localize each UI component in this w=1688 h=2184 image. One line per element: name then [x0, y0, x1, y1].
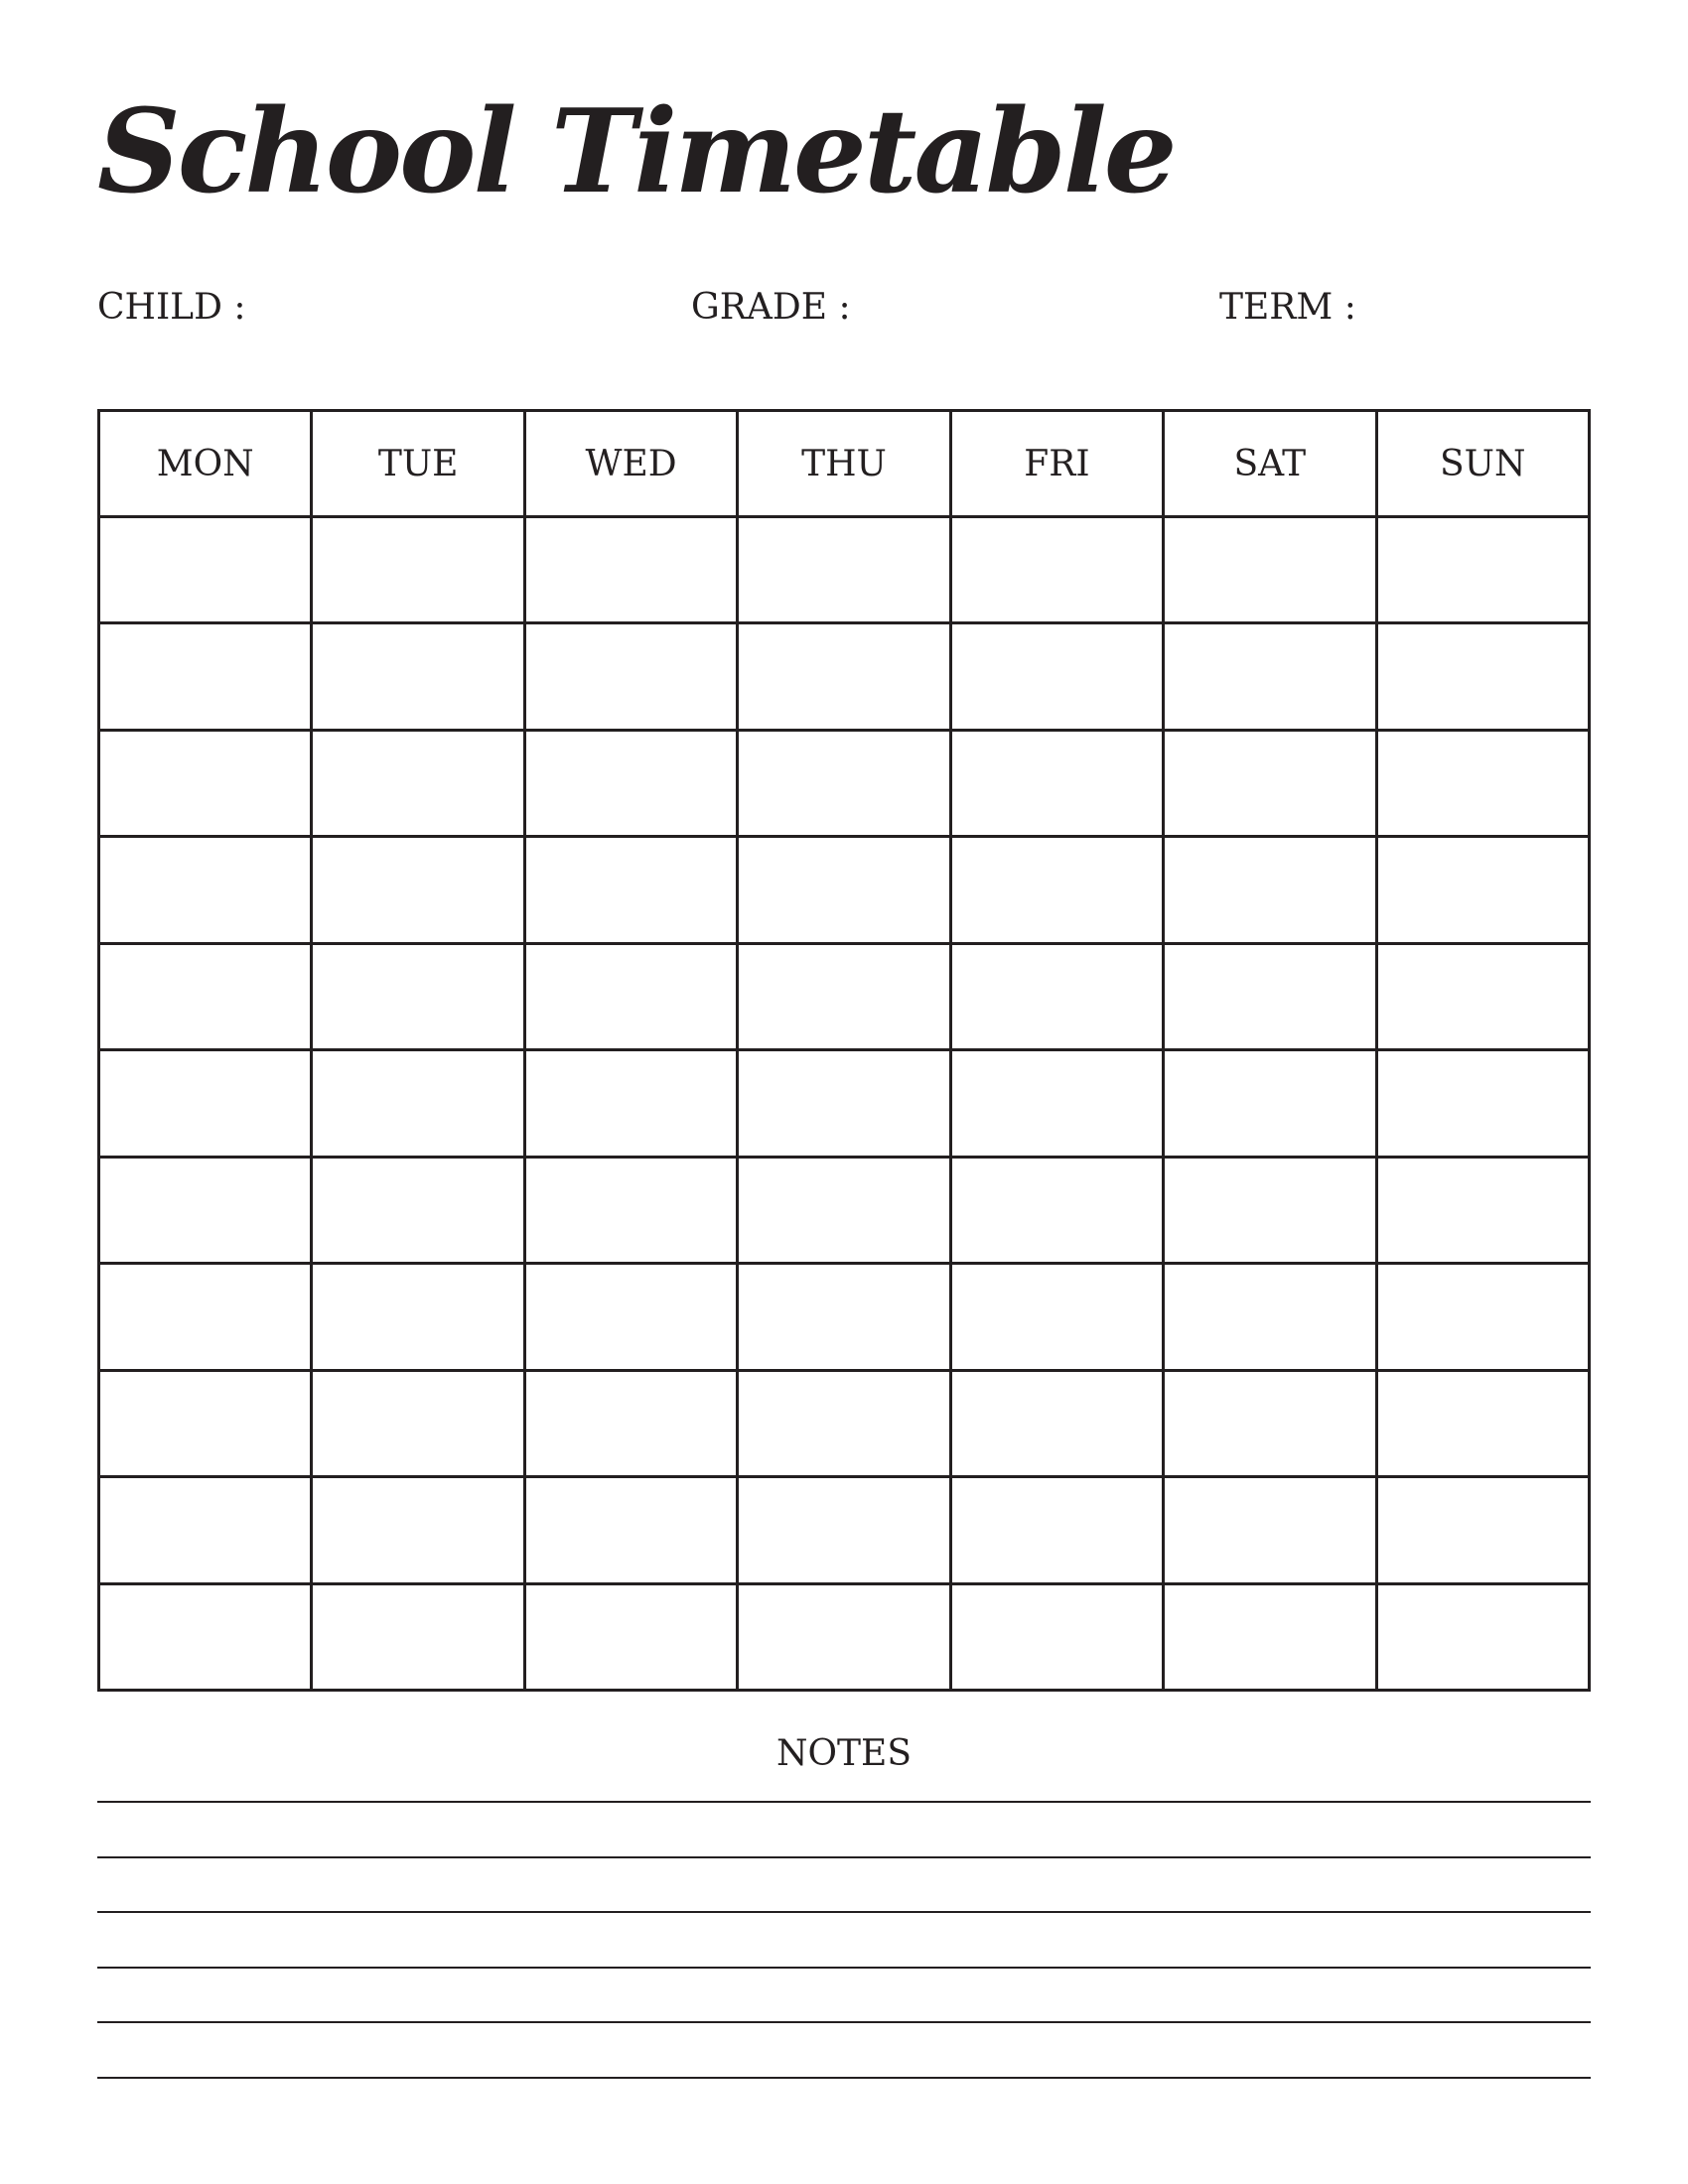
timetable-cell-sat[interactable] — [1164, 517, 1376, 623]
timetable-cell-sun[interactable] — [1376, 1264, 1589, 1370]
timetable-cell-sat[interactable] — [1164, 837, 1376, 943]
timetable-cell-thu[interactable] — [738, 623, 950, 730]
timetable-cell-mon[interactable] — [99, 1050, 312, 1157]
day-header-mon: MON — [99, 411, 312, 517]
timetable-cell-tue[interactable] — [312, 623, 524, 730]
header-row — [99, 411, 1590, 517]
timetable-row — [99, 1050, 1590, 1157]
timetable-cell-wed[interactable] — [524, 623, 737, 730]
timetable-cell-fri[interactable] — [950, 1370, 1163, 1476]
timetable-cell-fri[interactable] — [950, 517, 1163, 623]
timetable-cell-sun[interactable] — [1376, 837, 1589, 943]
timetable-cell-sat[interactable] — [1164, 1477, 1376, 1583]
timetable-cell-tue[interactable] — [312, 1157, 524, 1263]
timetable-cell-mon[interactable] — [99, 517, 312, 623]
timetable-cell-tue[interactable] — [312, 837, 524, 943]
timetable-cell-mon[interactable] — [99, 623, 312, 730]
timetable-row — [99, 1477, 1590, 1583]
timetable-cell-fri[interactable] — [950, 1157, 1163, 1263]
timetable-cell-thu[interactable] — [738, 1050, 950, 1157]
timetable-cell-thu[interactable] — [738, 1370, 950, 1476]
timetable-cell-fri[interactable] — [950, 1583, 1163, 1690]
timetable-cell-sat[interactable] — [1164, 1583, 1376, 1690]
timetable-cell-sun[interactable] — [1376, 1583, 1589, 1690]
timetable-cell-mon[interactable] — [99, 943, 312, 1049]
timetable-cell-sun[interactable] — [1376, 730, 1589, 836]
grade-field-label: GRADE : — [691, 287, 851, 328]
timetable-cell-fri[interactable] — [950, 1050, 1163, 1157]
timetable-row — [99, 1264, 1590, 1370]
timetable-cell-sat[interactable] — [1164, 943, 1376, 1049]
timetable-cell-sun[interactable] — [1376, 623, 1589, 730]
timetable-cell-sat[interactable] — [1164, 1370, 1376, 1476]
day-header-sun: SUN — [1376, 411, 1589, 517]
note-line[interactable] — [97, 1967, 1591, 1969]
timetable-cell-tue[interactable] — [312, 1477, 524, 1583]
timetable-cell-wed[interactable] — [524, 730, 737, 836]
timetable-cell-thu[interactable] — [738, 1477, 950, 1583]
note-line[interactable] — [97, 2021, 1591, 2023]
page-title: School Timetable — [97, 84, 1175, 219]
timetable-cell-wed[interactable] — [524, 943, 737, 1049]
timetable-cell-mon[interactable] — [99, 730, 312, 836]
note-line[interactable] — [97, 2077, 1591, 2079]
timetable-cell-fri[interactable] — [950, 1264, 1163, 1370]
timetable-cell-fri[interactable] — [950, 730, 1163, 836]
timetable-cell-tue[interactable] — [312, 730, 524, 836]
timetable-row — [99, 837, 1590, 943]
timetable-row — [99, 730, 1590, 836]
timetable-row — [99, 1370, 1590, 1476]
timetable-row — [99, 943, 1590, 1049]
timetable-cell-sun[interactable] — [1376, 943, 1589, 1049]
timetable-cell-sun[interactable] — [1376, 1370, 1589, 1476]
timetable-cell-thu[interactable] — [738, 1583, 950, 1690]
timetable-cell-sat[interactable] — [1164, 623, 1376, 730]
timetable-row — [99, 1583, 1590, 1690]
timetable-cell-mon[interactable] — [99, 1157, 312, 1263]
timetable-grid — [97, 409, 1591, 1692]
timetable-cell-thu[interactable] — [738, 1157, 950, 1263]
timetable-cell-thu[interactable] — [738, 730, 950, 836]
timetable-cell-wed[interactable] — [524, 1050, 737, 1157]
notes-heading: NOTES — [776, 1733, 912, 1774]
timetable-cell-tue[interactable] — [312, 943, 524, 1049]
day-header-thu: THU — [738, 411, 950, 517]
day-header-fri: FRI — [950, 411, 1163, 517]
timetable-cell-mon[interactable] — [99, 1477, 312, 1583]
timetable-cell-wed[interactable] — [524, 517, 737, 623]
timetable-cell-mon[interactable] — [99, 837, 312, 943]
timetable-cell-sun[interactable] — [1376, 1477, 1589, 1583]
timetable-row — [99, 623, 1590, 730]
timetable-cell-wed[interactable] — [524, 1370, 737, 1476]
timetable-cell-thu[interactable] — [738, 943, 950, 1049]
timetable-cell-wed[interactable] — [524, 837, 737, 943]
timetable-cell-mon[interactable] — [99, 1264, 312, 1370]
timetable-cell-sun[interactable] — [1376, 1157, 1589, 1263]
timetable-cell-tue[interactable] — [312, 1264, 524, 1370]
timetable-cell-wed[interactable] — [524, 1264, 737, 1370]
timetable-cell-sun[interactable] — [1376, 1050, 1589, 1157]
timetable-cell-sat[interactable] — [1164, 1157, 1376, 1263]
timetable-cell-wed[interactable] — [524, 1477, 737, 1583]
timetable-cell-mon[interactable] — [99, 1583, 312, 1690]
timetable-cell-tue[interactable] — [312, 517, 524, 623]
timetable-cell-thu[interactable] — [738, 1264, 950, 1370]
timetable-cell-fri[interactable] — [950, 623, 1163, 730]
timetable-body — [99, 517, 1590, 1691]
timetable-cell-sat[interactable] — [1164, 1050, 1376, 1157]
timetable-cell-tue[interactable] — [312, 1050, 524, 1157]
day-header-tue: TUE — [312, 411, 524, 517]
timetable-cell-sat[interactable] — [1164, 730, 1376, 836]
note-line[interactable] — [97, 1856, 1591, 1858]
timetable-cell-thu[interactable] — [738, 517, 950, 623]
timetable-row — [99, 1157, 1590, 1263]
note-line[interactable] — [97, 1801, 1591, 1803]
timetable-cell-tue[interactable] — [312, 1370, 524, 1476]
child-field-label: CHILD : — [97, 287, 246, 328]
day-header-sat: SAT — [1164, 411, 1376, 517]
timetable-cell-sun[interactable] — [1376, 517, 1589, 623]
timetable-cell-fri[interactable] — [950, 1477, 1163, 1583]
timetable-cell-fri[interactable] — [950, 943, 1163, 1049]
timetable-cell-sat[interactable] — [1164, 1264, 1376, 1370]
timetable-cell-tue[interactable] — [312, 1583, 524, 1690]
term-field-label: TERM : — [1219, 287, 1356, 328]
timetable-cell-thu[interactable] — [738, 837, 950, 943]
timetable-cell-mon[interactable] — [99, 1370, 312, 1476]
note-line[interactable] — [97, 1911, 1591, 1913]
timetable-cell-wed[interactable] — [524, 1157, 737, 1263]
day-header-wed: WED — [524, 411, 737, 517]
timetable-cell-fri[interactable] — [950, 837, 1163, 943]
timetable-cell-wed[interactable] — [524, 1583, 737, 1690]
timetable-row — [99, 517, 1590, 623]
